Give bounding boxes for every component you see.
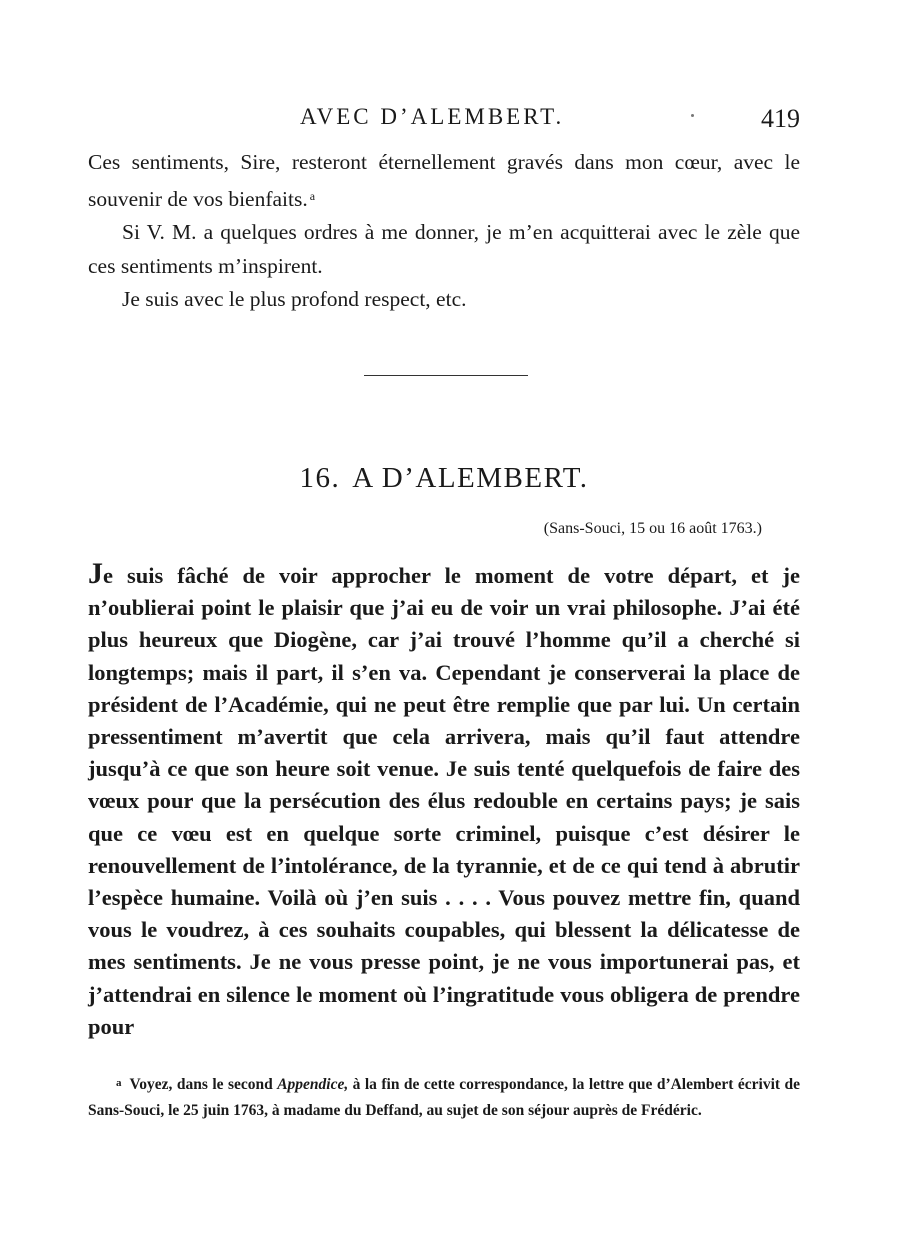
letter-body-text: e suis fâché de voir approcher le moment de votre départ, et je n’oublierai point le plaisir que j’ai eu de voir un vrai philosophe. J’ai été plus heureux que Diogène, car j’ai trouvé l’homme qu’il a cherché si longtemps; mais il part, il s’en va. Cependant je conserverai la place de président de l’Académie, qui ne peut être remplie que par lui. Un certain pressentiment m’avertit que cela arrivera, mais qu’il faut attendre jusqu’à ce que son heure soit venue. Je suis tenté quelquefois de faire des vœux pour que la persécution des élus redouble en certains pays; je sais que ce vœu est en quelque sorte criminel, puisque c’est désirer le renouvellement de l’intolérance, de la tyrannie, et de ce qui tend à abrutir l’espèce humaine. Voilà où j’en suis . . . . Vous pouvez mettre fin, quand vous le voudrez, à ces souhaits coupables, qui blessent la délicatesse de mes sentiments. Je ne vous presse point, je ne vous importunerai pas, et j’attendrai en silence le moment où l’ingratitude vous obligera de prendre pour (88, 563, 800, 1039)
footnote-text-after: à la fin de cette correspondance, la lettre que d’Alembert écrivit de Sans-Souci, le 25 juin 1763, à madame du Deffand, au sujet de son séjour auprès de Frédéric. (88, 1076, 800, 1119)
footnote (88, 1070, 800, 1124)
book-page (88, 0, 800, 1246)
letter-body (88, 557, 800, 1043)
letter-dateline: (Sans-Souci, 15 ou 16 août 1763.) (543, 520, 762, 537)
letter-number: 16. (299, 462, 341, 494)
footnote-reference: a (309, 188, 316, 203)
footnote-italic: Appendice, (277, 1076, 349, 1093)
footnote-text-before: Voyez, dans le second (129, 1076, 278, 1093)
running-head (88, 100, 800, 140)
print-speck (691, 114, 694, 117)
previous-letter-paragraph: Si V. M. a quelques ordres à me donner, je m’en acquitterai avec le zèle que ces sentiments m’inspirent. (88, 220, 800, 278)
section-separator (364, 375, 528, 376)
drop-cap: J (88, 557, 103, 590)
running-title: AVEC D’ALEMBERT. (300, 104, 565, 129)
letter-heading (88, 462, 800, 495)
previous-letter-ending (88, 146, 800, 317)
paragraph-text: Ces sentiments, Sire, resteront éternellement gravés dans mon cœur, avec le souvenir de vos bienfaits. (88, 150, 800, 211)
page-number: 419 (761, 104, 800, 133)
previous-letter-paragraph (88, 146, 800, 216)
closing-formula: Je suis avec le plus profond respect, etc. (122, 287, 467, 311)
footnote-marker: a (116, 1077, 122, 1089)
letter-title: A D’ALEMBERT. (352, 462, 589, 494)
